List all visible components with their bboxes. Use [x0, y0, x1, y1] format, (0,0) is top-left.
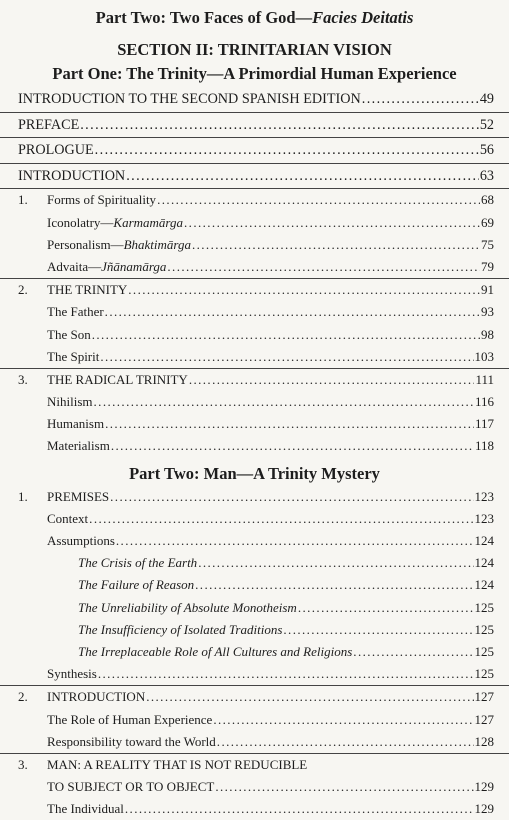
toc-entry-label: INTRODUCTION — [47, 689, 146, 705]
toc-entry — [0, 508, 509, 530]
toc-entry-page: 93 — [481, 304, 494, 320]
toc-entry — [0, 163, 509, 189]
toc-entry-page: 111 — [475, 371, 494, 387]
toc-entry-page: 91 — [481, 282, 494, 298]
dot-leader — [189, 369, 475, 391]
dot-leader — [94, 391, 474, 413]
dot-leader — [100, 346, 473, 368]
toc-entry-label: Materialism — [47, 438, 110, 454]
toc-entry — [0, 619, 509, 641]
dot-leader — [111, 435, 474, 457]
toc-entry-label-italic: The Insufficiency of Isolated Traditions — [78, 621, 283, 637]
toc-entry-page: 69 — [481, 214, 494, 230]
toc-entry — [0, 663, 509, 685]
toc-entry — [0, 87, 509, 112]
toc-entry-label: Synthesis — [47, 666, 97, 682]
toc-entry-label: PREMISES — [47, 488, 110, 504]
toc-entry-page: 125 — [474, 599, 494, 615]
toc-entry-page: 127 — [474, 711, 494, 727]
toc-entry-label: The Role of Human Experience — [47, 711, 213, 727]
toc-entry-label: PROLOGUE — [18, 142, 94, 159]
dot-leader — [362, 87, 479, 112]
toc-entry — [0, 391, 509, 413]
toc-entry-number: 1. — [18, 488, 28, 504]
toc-part-two — [0, 486, 509, 820]
toc-entry-number: 3. — [18, 756, 28, 772]
toc-entry — [0, 530, 509, 552]
toc-entry-page: 75 — [481, 236, 494, 252]
toc-entry — [0, 413, 509, 435]
toc-entry — [0, 552, 509, 574]
dot-leader — [105, 301, 480, 323]
dot-leader — [195, 574, 473, 596]
toc-entry-page: 116 — [474, 394, 494, 410]
toc-entry — [0, 234, 509, 256]
toc-entry-page: 68 — [481, 192, 494, 208]
toc-entry-page: 124 — [474, 555, 494, 571]
toc-entry-page: 52 — [479, 116, 494, 133]
dot-leader — [198, 552, 473, 574]
toc-entry-label: PREFACE — [18, 116, 80, 133]
toc-entry-number: 3. — [18, 371, 28, 387]
toc-entry-label: The Son — [47, 326, 91, 342]
toc-entry — [0, 753, 509, 776]
toc-entry-page: 124 — [474, 533, 494, 548]
toc-entry — [0, 137, 509, 163]
toc-entry-label: INTRODUCTION — [18, 167, 126, 184]
toc-entry — [0, 435, 509, 457]
toc-entry-page: 125 — [474, 643, 494, 659]
toc-entry-label: The Individual — [47, 801, 124, 817]
toc-entry — [0, 597, 509, 619]
dot-leader — [353, 641, 473, 663]
toc-entry — [0, 641, 509, 663]
toc-entry-label: Forms of Spirituality — [47, 192, 157, 208]
dot-leader — [146, 686, 473, 708]
dot-leader — [298, 597, 474, 619]
toc-entry — [0, 188, 509, 211]
toc-entry-number: 2. — [18, 689, 28, 705]
toc-entry-page: 125 — [474, 621, 494, 637]
toc-entry-label: Nihilism — [47, 394, 93, 410]
toc-entry — [0, 212, 509, 234]
toc-entry-label-italic: The Unreliability of Absolute Monotheism — [78, 599, 297, 615]
dot-leader — [157, 189, 480, 211]
toc-entry-label-italic: Jñānamārga — [101, 258, 167, 274]
dot-leader — [128, 279, 480, 301]
toc-entry-continued — [0, 776, 509, 798]
toc-entry — [0, 709, 509, 731]
toc-entry-page: 56 — [479, 142, 494, 159]
dot-leader — [167, 256, 480, 278]
toc-entry — [0, 685, 509, 708]
section-heading: SECTION II: TRINITARIAN VISION — [117, 40, 392, 59]
part-two-heading-italic: Facies Deitatis — [312, 8, 414, 27]
toc-entry-label: Assumptions — [47, 533, 115, 548]
toc-entry — [0, 256, 509, 278]
toc-entry — [0, 574, 509, 596]
toc-entry-page: 129 — [474, 779, 494, 795]
toc-entry-page: 127 — [474, 689, 494, 705]
dot-leader — [110, 486, 473, 508]
toc-entry-page: 117 — [474, 416, 494, 432]
toc-entry — [0, 324, 509, 346]
toc-entry-number: 1. — [18, 192, 28, 208]
dot-leader — [283, 619, 473, 641]
dot-leader — [95, 138, 479, 163]
toc-entry-label: THE TRINITY — [47, 282, 128, 298]
part-one-heading: Part One: The Trinity—A Primordial Human Experience — [52, 64, 457, 83]
toc-entry — [0, 486, 509, 508]
toc-entry — [0, 368, 509, 391]
toc-entry-page: 118 — [474, 438, 494, 454]
toc-entry — [0, 346, 509, 368]
toc-entry-label — [78, 641, 352, 663]
dot-leader — [80, 113, 479, 138]
part-two-heading-text: Part Two: Two Faces of God— — [95, 8, 313, 27]
toc-entry-label: Personalism—Bhaktimārga — [47, 236, 191, 252]
toc-entry — [0, 798, 509, 820]
toc-entry-label-italic: The Crisis of the Earth — [78, 555, 198, 571]
toc-part-one — [0, 87, 509, 458]
toc-entry-label-italic: The Irreplaceable Role of All Cultures and Religions — [78, 643, 353, 659]
part-two-man-heading: Part Two: Man—A Trinity Mystery — [129, 463, 380, 483]
toc-entry-label: Humanism — [47, 416, 105, 432]
dot-leader — [116, 530, 474, 552]
dot-leader — [215, 776, 473, 798]
dot-leader — [213, 709, 473, 731]
toc-entry-label-italic: Karmamārga — [113, 214, 184, 230]
toc-entry-page: 124 — [474, 577, 494, 593]
toc-entry — [0, 731, 509, 753]
toc-entry-page: 123 — [474, 510, 494, 526]
dot-leader — [217, 731, 474, 753]
dot-leader — [126, 164, 479, 189]
toc-entry-page: 49 — [479, 91, 494, 107]
toc-entry-label: Responsibility toward the World — [47, 733, 216, 749]
toc-entry-label: THE RADICAL TRINITY — [47, 371, 188, 387]
toc-entry-label — [78, 597, 297, 619]
toc-entry-page: 103 — [474, 348, 494, 364]
toc-entry-label: TO SUBJECT OR TO OBJECT — [47, 779, 215, 795]
toc-entry-label: Advaita—Jñānamārga — [47, 258, 167, 274]
toc-entry-page: 128 — [474, 733, 494, 749]
dot-leader — [192, 234, 480, 256]
toc-entry-label: MAN: A REALITY THAT IS NOT REDUCIBLE — [47, 756, 308, 772]
toc-entry-page: 79 — [481, 258, 494, 274]
dot-leader — [98, 663, 474, 685]
part-two-heading — [0, 0, 509, 31]
dot-leader — [105, 413, 474, 435]
toc-entry-label-italic: The Failure of Reason — [78, 577, 195, 593]
toc-entry-label-italic: Bhaktimārga — [123, 236, 191, 252]
toc-entry-page: 63 — [479, 167, 494, 184]
toc-entry-label — [78, 552, 197, 574]
toc-entry — [0, 301, 509, 323]
toc-entry-page: 129 — [474, 801, 494, 817]
dot-leader — [92, 324, 480, 346]
toc-entry-number: 2. — [18, 282, 28, 298]
toc-entry-label — [78, 574, 194, 596]
toc-entry-label: INTRODUCTION TO THE SECOND SPANISH EDITION — [18, 91, 361, 107]
toc-entry-label: The Father — [47, 304, 104, 320]
dot-leader — [89, 508, 473, 530]
toc-entry — [0, 112, 509, 138]
toc-entry-page: 125 — [474, 666, 494, 682]
toc-entry-label: The Spirit — [47, 348, 100, 364]
toc-entry-page: 98 — [481, 326, 494, 342]
toc-entry-page: 123 — [474, 488, 494, 504]
dot-leader — [125, 798, 474, 820]
toc-entry-label — [78, 619, 282, 641]
toc-entry-label: Iconolatry—Karmamārga — [47, 214, 184, 230]
toc-entry-label: Context — [47, 510, 89, 526]
dot-leader — [184, 212, 480, 234]
toc-entry — [0, 278, 509, 301]
